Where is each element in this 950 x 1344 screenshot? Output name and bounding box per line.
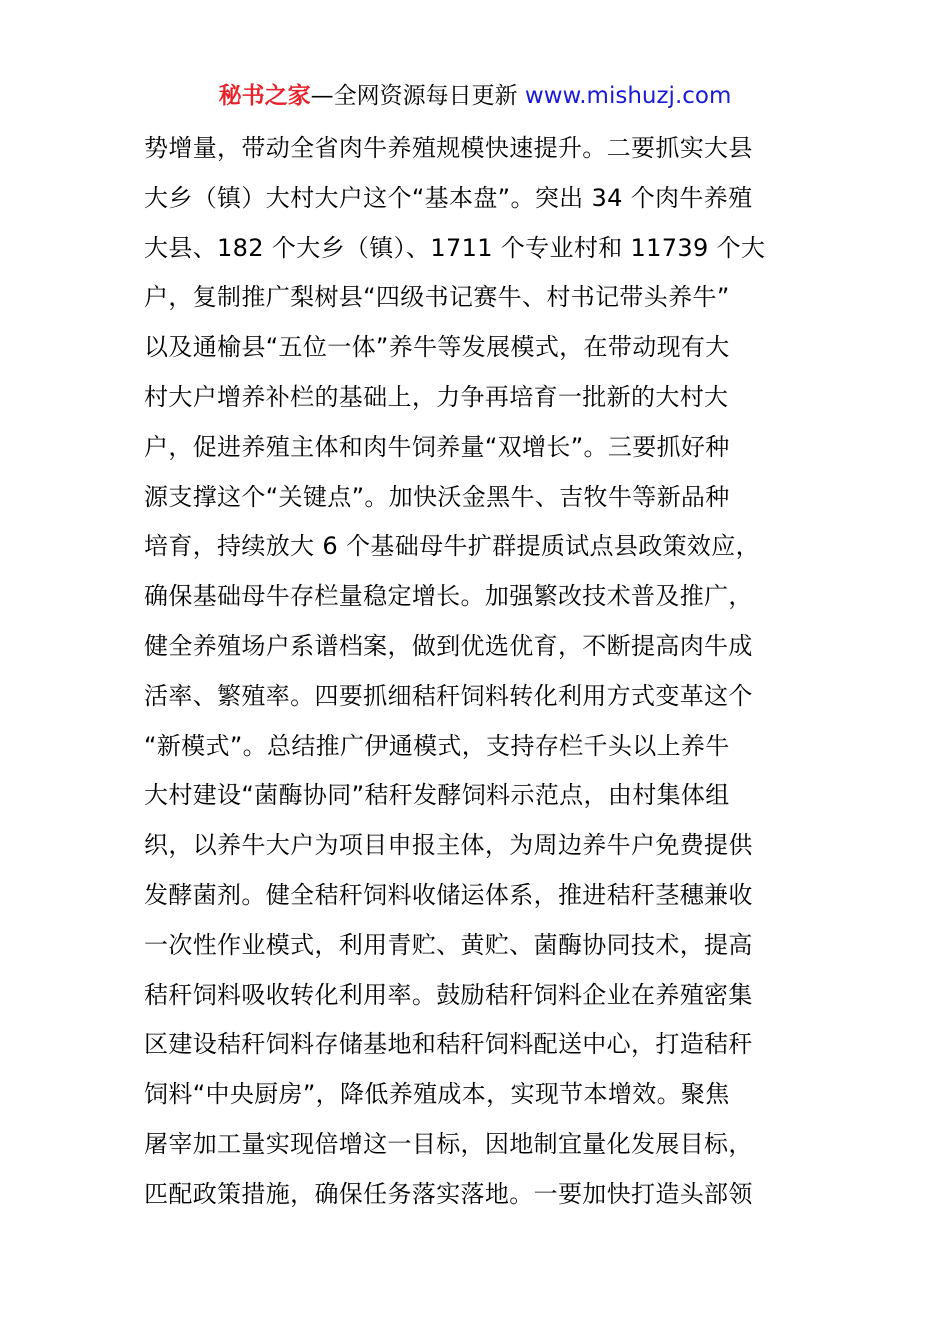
text-line: 培育，持续放大 6 个基础母牛扩群提质试点县政策效应， bbox=[144, 532, 760, 561]
site-tagline: —全网资源每日更新 bbox=[310, 83, 518, 109]
site-brand: 秘书之家 bbox=[218, 83, 311, 109]
document-body bbox=[144, 124, 814, 1220]
text-line: 织，以养牛大户为项目申报主体，为周边养牛户免费提供 bbox=[144, 831, 753, 860]
text-line: 户，促进养殖主体和肉牛饲养量“双增长”。三要抓好种 bbox=[144, 432, 730, 461]
text-line: 大村建设“菌酶协同”秸秆发酵饲料示范点，由村集体组 bbox=[144, 781, 730, 810]
text-line: 发酵菌剂。健全秸秆饲料收储运体系，推进秸秆茎穗兼收 bbox=[144, 880, 753, 909]
text-line: 活率、繁殖率。四要抓细秸秆饲料转化利用方式变革这个 bbox=[144, 681, 753, 710]
text-line: 一次性作业模式，利用青贮、黄贮、菌酶协同技术，提高 bbox=[144, 930, 753, 959]
site-url-link[interactable]: www.mishuzj.com bbox=[524, 83, 732, 109]
text-line: 源支撑这个“关键点”。加快沃金黑牛、吉牧牛等新品种 bbox=[144, 482, 730, 511]
text-line: 屠宰加工量实现倍增这一目标，因地制宜量化发展目标， bbox=[144, 1129, 753, 1158]
text-line: 匹配政策措施，确保任务落实落地。一要加快打造头部领 bbox=[144, 1179, 753, 1208]
text-line: 大乡（镇）大村大户这个“基本盘”。突出 34 个肉牛养殖 bbox=[144, 183, 753, 212]
text-line: “新模式”。总结推广伊通模式，支持存栏千头以上养牛 bbox=[144, 731, 730, 760]
site-header bbox=[0, 80, 950, 112]
text-line: 以及通榆县“五位一体”养牛等发展模式，在带动现有大 bbox=[144, 333, 730, 362]
text-line: 确保基础母牛存栏量稳定增长。加强繁改技术普及推广， bbox=[144, 582, 753, 611]
text-line: 饲料“中央厨房”，降低养殖成本，实现节本增效。聚焦 bbox=[144, 1080, 730, 1109]
text-line: 大县、182 个大乡（镇）、1711 个专业村和 11739 个大 bbox=[144, 233, 766, 262]
text-line: 秸秆饲料吸收转化利用率。鼓励秸秆饲料企业在养殖密集 bbox=[144, 980, 753, 1009]
text-line: 势增量，带动全省肉牛养殖规模快速提升。二要抓实大县 bbox=[144, 134, 753, 162]
text-line: 区建设秸秆饲料存储基地和秸秆饲料配送中心，打造秸秆 bbox=[144, 1030, 753, 1059]
text-line: 健全养殖场户系谱档案，做到优选优育，不断提高肉牛成 bbox=[144, 631, 753, 660]
text-line: 户，复制推广梨树县“四级书记赛牛、村书记带头养牛” bbox=[144, 283, 730, 312]
text-line: 村大户增养补栏的基础上，力争再培育一批新的大村大 bbox=[144, 382, 729, 411]
